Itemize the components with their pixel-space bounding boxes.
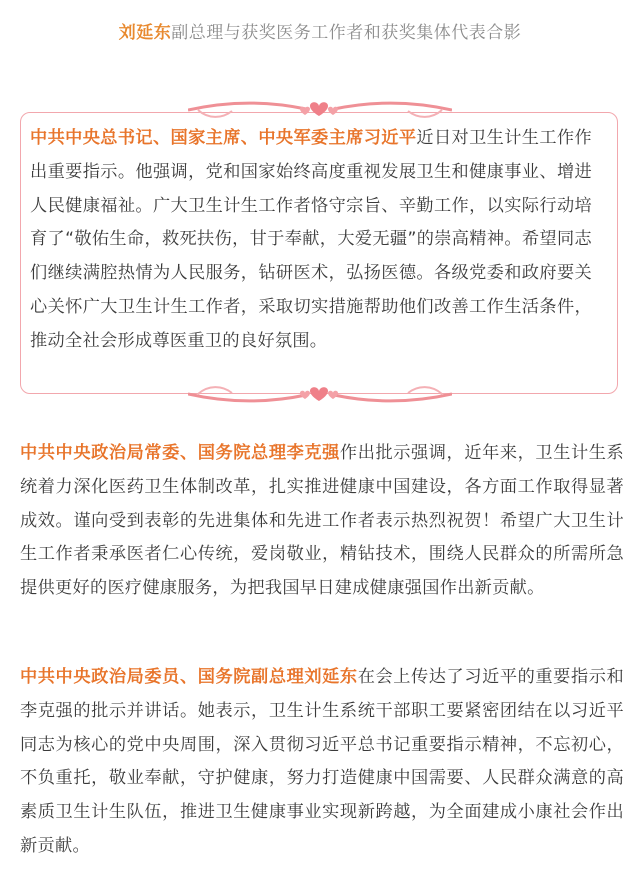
paragraph-li-keqiang	[20, 437, 624, 606]
paragraph-body: 近日对卫生计生工作作出重要指示。他强调，党和国家始终高度重视发展卫生和健康事业、增进人民健康福祉。广大卫生计生工作者恪守宗旨、辛勤工作，以实际行动培育了“敬佑生命，救死扶伤，甘于奉献，大爱无疆”的崇高精神。希望同志们继续满腔热情为人民服务，钻研医术，弘扬医德。各级党委和政府要关心关怀广大卫生计生工作者，采取切实措施帮助他们改善工作生活条件，推动全社会形成尊医重卫的良好氛围。	[30, 128, 592, 351]
heart-ornament-bottom-icon	[188, 381, 452, 407]
caption-name: 刘延东	[118, 23, 172, 43]
paragraph-xi-jinping	[30, 122, 592, 359]
heart-ornament-top-icon	[188, 97, 452, 123]
paragraph-body: 作出批示强调，近年来，卫生计生系统着力深化医药卫生体制改革，扎实推进健康中国建设，各方面工作取得显著成效。谨向受到表彰的先进集体和先进工作者表示热烈祝贺！希望广大卫生计生工作者秉承医者仁心传统，爱岗敬业，精钻技术，围绕人民群众的所需所急提供更好的医疗健康服务，为把我国早日建成健康强国作出新贡献。	[20, 443, 624, 599]
paragraph-speaker: 中共中央政治局常委、国务院总理李克强	[20, 443, 340, 463]
paragraph-speaker: 中共中央政治局委员、国务院副总理刘延东	[20, 667, 358, 687]
paragraph-speaker: 中共中央总书记、国家主席、中央军委主席习近平	[30, 128, 417, 148]
paragraph-liu-yandong	[20, 661, 624, 864]
photo-caption	[0, 20, 640, 46]
paragraph-body: 在会上传达了习近平的重要指示和李克强的批示并讲话。她表示，卫生计生系统干部职工要紧密团结在以习近平同志为核心的党中央周围，深入贯彻习近平总书记重要指示精神，不忘初心，不负重托，敬业奉献，守护健康，努力打造健康中国需要、人民群众满意的高素质卫生计生队伍，推进卫生健康事业实现新跨越，为全面建成小康社会作出新贡献。	[20, 667, 624, 856]
caption-text: 副总理与获奖医务工作者和获奖集体代表合影	[171, 23, 522, 43]
